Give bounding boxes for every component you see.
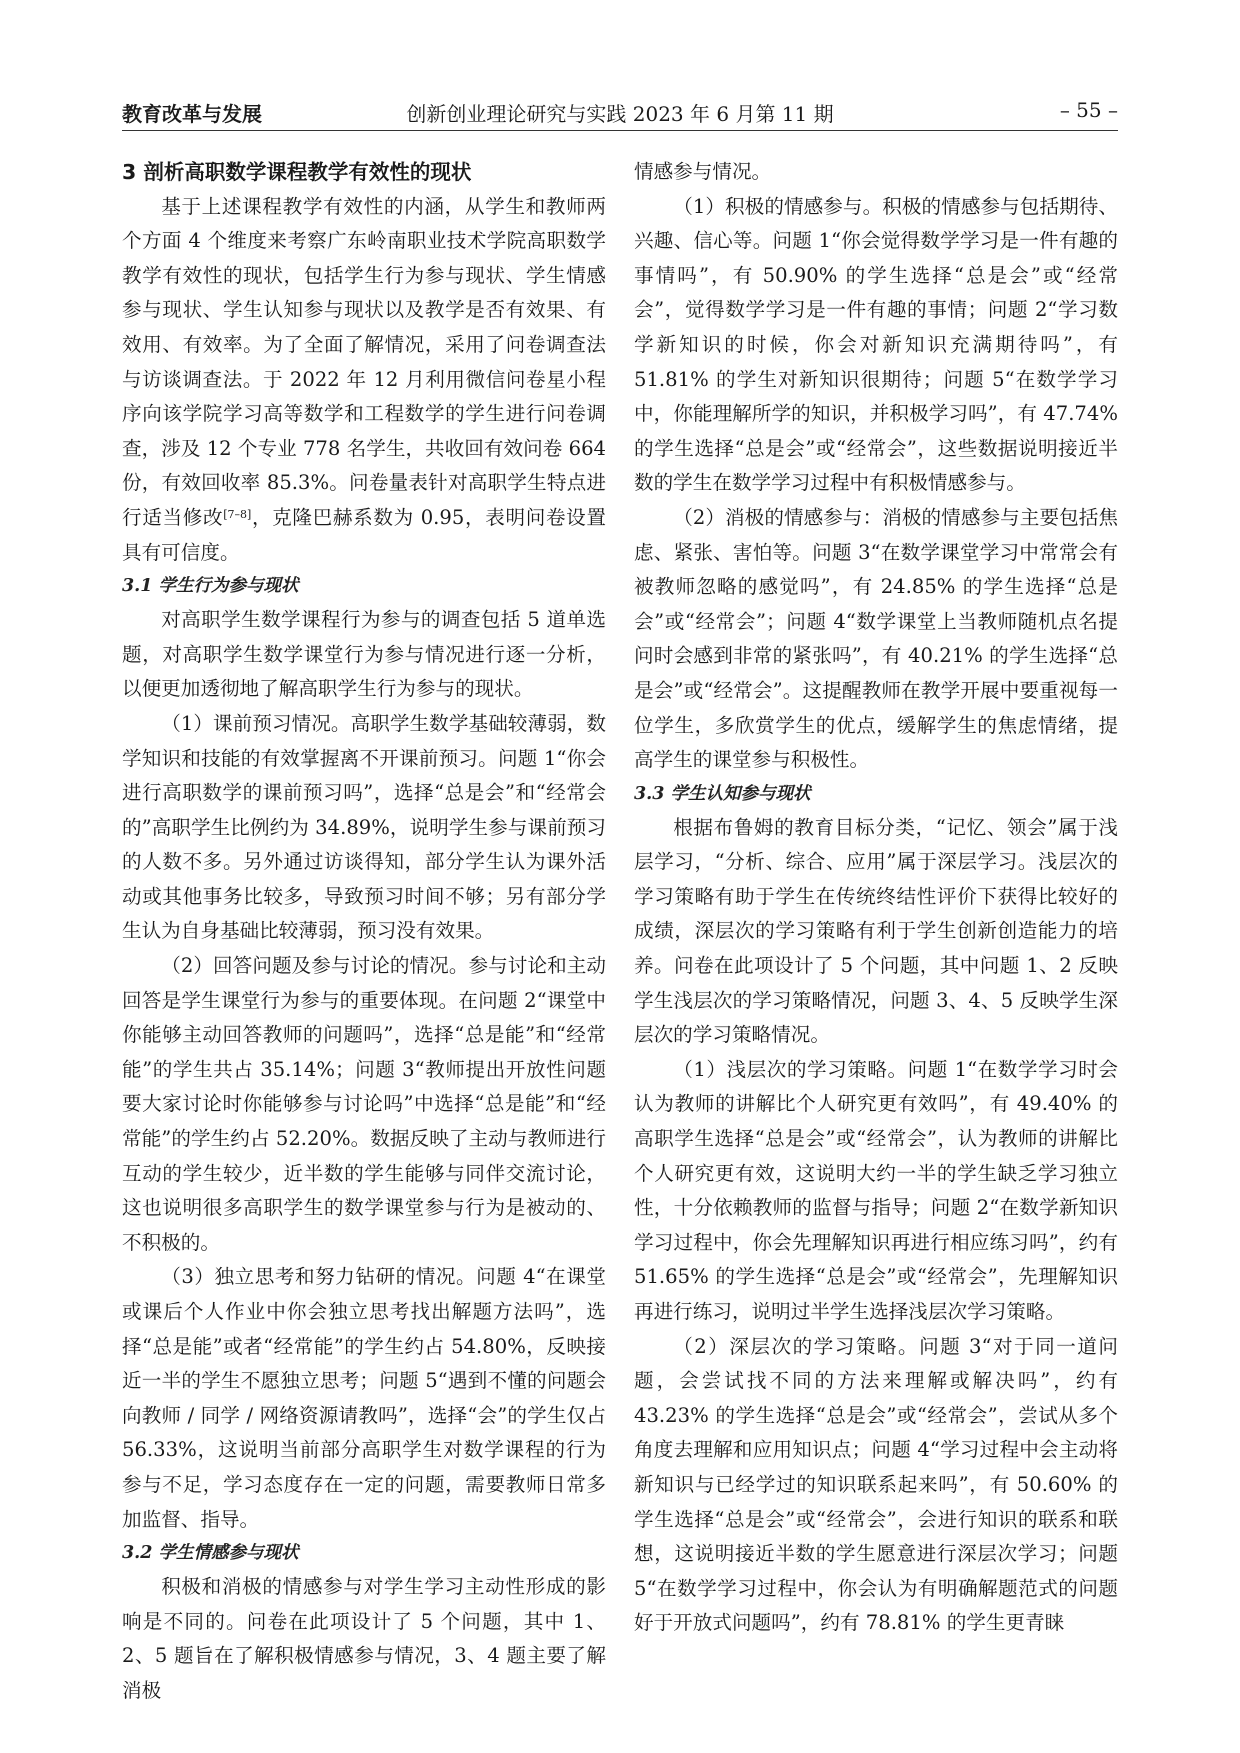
left-column — [122, 155, 606, 1709]
paragraph: （1）浅层次的学习策略。问题 1“在数学学习时会认为教师的讲解比个人研究更有效吗”，有 49.40% 的高职学生选择“总是会”或“经常会”，认为教师的讲解比个人研究更有效，这说明大约一半的学生缺乏学习独立性，十分依赖教师的监督与指导；问题 2“在数学新知识学习过程中，你会先理解知识再进行相应练习吗”，约有 51.65% 的学生选择“总是会”或“经常会”，先理解知识再进行练习，说明过半学生选择浅层次学习策略。 — [634, 1057, 1118, 1323]
intro-text-b: ，克隆巴赫系数为 0.95，表明问卷设置具有可信度。 — [122, 505, 607, 564]
paragraph: （2）深层次的学习策略。问题 3“对于同一道问题，会尝试找不同的方法来理解或解决吗”，约有 43.23% 的学生选择“总是会”或“经常会”，尝试从多个角度去理解和应用知识点；问题 4“学习过程中会主动将新知识与已经学过的知识联系起来吗”，有 50.60% 的学生选择“总是会”或“经常会”，会进行知识的联系和联想，这说明接近半数的学生愿意进行深层次学习；问题 5“在数学学习过程中，你会认为有明确解题范式的问题好于开放式问题吗”，约有 78.81% 的学生更青睐 — [634, 1334, 1118, 1635]
paragraph: （2）回答问题及参与讨论的情况。参与讨论和主动回答是学生课堂行为参与的重要体现。在问题 2“课堂中你能够主动回答教师的问题吗”，选择“总是能”和“经常能”的学生共占 35.14%；问题 3“教师提出开放性问题要大家讨论时你能够参与讨论吗”中选择“总是能”和“经常能”的学生约占 52.20%。数据反映了主动与教师进行互动的学生较少，近半数的学生能够与同伴交流讨论，这也说明很多高职学生的数学课堂参与行为是被动的、不积极的。 — [122, 954, 606, 1254]
paragraph: （1）积极的情感参与。积极的情感参与包括期待、兴趣、信心等。问题 1“你会觉得数学学习是一件有趣的事情吗”，有 50.90% 的学生选择“总是会”或“经常会”，觉得数学学习是一件有趣的事情；问题 2“学习数学新知识的时候，你会对新知识充满期待吗”，有 51.81% 的学生对新知识很期待；问题 5“在数学学习中，你能理解所学的知识，并积极学习吗”，有 47.74% 的学生选择“总是会”或“经常会”，这些数据说明接近半数的学生在数学学习过程中有积极情感参与。 — [634, 194, 1118, 495]
section-3-intro — [122, 190, 606, 571]
section-3-heading: 3 剖析高职数学课程教学有效性的现状 — [122, 160, 472, 184]
header-section-name: 教育改革与发展 — [122, 102, 262, 126]
subsection-3-1-heading: 3.1 学生行为参与现状 — [122, 576, 299, 597]
header-journal-issue: 创新创业理论研究与实践 2023 年 6 月第 11 期 — [406, 102, 834, 126]
intro-text-a: 基于上述课程教学有效性的内涵，从学生和教师两个方面 4 个维度来考察广东岭南职业技术学院高职数学教学有效性的现状，包括学生行为参与现状、学生情感参与现状、学生认知参与现状以及教学是否有效果、有效用、有效率。为了全面了解情况，采用了问卷调查法与访谈调查法。于 2022 年 12 月利用微信问卷星小程序向该学院学习高等数学和工程数学的学生进行问卷调查，涉及 12 个专业 778 名学生，共收回有效问卷 664 份，有效回收率 85.3%。问卷量表针对高职学生特点进行适当修改 — [122, 194, 606, 529]
paragraph: （3）独立思考和努力钻研的情况。问题 4“在课堂或课后个人作业中你会独立思考找出解题方法吗”，选择“总是能”或者“经常能”的学生约占 54.80%，反映接近一半的学生不愿独立思考；问题 5“遇到不懂的问题会向教师 / 同学 / 网络资源请教吗”，选择“会”的学生仅占 56.33%，这说明当前部分高职学生对数学课程的行为参与不足，学习态度存在一定的问题，需要教师日常多加监督、指导。 — [122, 1265, 606, 1531]
citation-7-8[interactable]: [7–8] — [223, 507, 252, 521]
subsection-3-2-heading: 3.2 学生情感参与现状 — [122, 1543, 299, 1564]
paragraph: 对高职学生数学课程行为参与的调查包括 5 道单选题，对高职学生数学课堂行为参与情况进行逐一分析，以便更加透彻地了解高职学生行为参与的现状。 — [122, 608, 606, 701]
paragraph: 根据布鲁姆的教育目标分类，“记忆、领会”属于浅层学习，“分析、综合、应用”属于深层学习。浅层次的学习策略有助于学生在传统终结性评价下获得比较好的成绩，深层次的学习策略有利于学生创新创造能力的培养。问卷在此项设计了 5 个问题，其中问题 1、2 反映学生浅层次的学习策略情况，问题 3、4、5 反映学生深层次的学习策略情况。 — [634, 815, 1118, 1047]
subsection-3-3-heading: 3.3 学生认知参与现状 — [634, 783, 811, 804]
paragraph: （1）课前预习情况。高职学生数学基础较薄弱，数学知识和技能的有效掌握离不开课前预习。问题 1“你会进行高职数学的课前预习吗”，选择“总是会”和“经常会的”高职学生比例约为 34.89%，说明学生参与课前预习的人数不多。另外通过访谈得知，部分学生认为课外活动或其他事务比较多，导致预习时间不够；另有部分学生认为自身基础比较薄弱，预习没有效果。 — [122, 711, 606, 943]
running-header — [122, 96, 1118, 131]
paragraph-continued: 情感参与情况。 — [634, 160, 772, 183]
paragraph: （2）消极的情感参与：消极的情感参与主要包括焦虑、紧张、害怕等。问题 3“在数学课堂学习中常常会有被教师忽略的感觉吗”，有 24.85% 的学生选择“总是会”或“经常会”；问题 4“数学课堂上当教师随机点名提问时会感到非常的紧张吗”，有 40.21% 的学生选择“总是会”或“经常会”。这提醒教师在教学开展中要重视每一位学生，多欣赏学生的优点，缓解学生的焦虑情绪，提高学生的课堂参与积极性。 — [634, 505, 1118, 772]
header-page-number: – 55 – — [1059, 98, 1118, 122]
right-column — [634, 155, 1118, 1641]
paragraph: 积极和消极的情感参与对学生学习主动性形成的影响是不同的。问卷在此项设计了 5 个问题，其中 1、2、5 题旨在了解积极情感参与情况，3、4 题主要了解消极 — [122, 1575, 606, 1702]
